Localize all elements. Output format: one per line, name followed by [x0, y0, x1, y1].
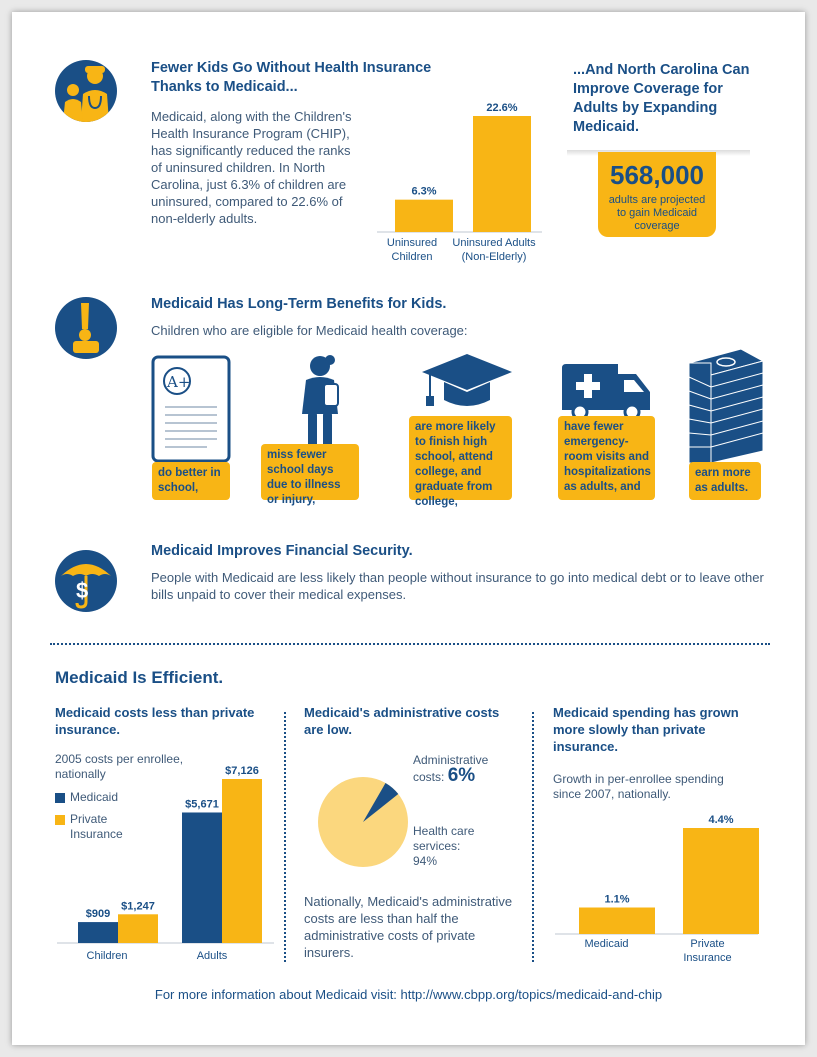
family-doctor-icon — [55, 60, 117, 122]
admin-costs-value: 6% — [447, 765, 476, 786]
sec1-bar-2 — [473, 116, 531, 232]
report-card-icon — [149, 355, 233, 470]
sec1-xtick-1: Uninsured Children — [386, 237, 438, 263]
col2-pie — [316, 775, 410, 869]
sec2-title: Medicaid Has Long-Term Benefits for Kids. — [151, 296, 447, 312]
benefit-text-5: earn more as adults. — [689, 462, 761, 500]
col3-bar-2 — [683, 828, 759, 934]
sec2-intro: Children who are eligible for Medicaid health coverage: — [151, 323, 468, 338]
col3-chart — [553, 802, 763, 942]
benefit-text-3: are more likely to finish high school, attend college, and graduate from college, — [409, 416, 512, 500]
sec4-title: Medicaid Is Efficient. — [55, 668, 224, 687]
fact-sheet-page — [12, 12, 805, 1045]
footer-text: For more information about Medicaid visit: http://www.cbpp.org/topics/medicaid-and-chip — [154, 987, 663, 1002]
sec1-xtick-2: Uninsured Adults (Non-Elderly) — [452, 237, 536, 263]
sec1-title: Fewer Kids Go Without Health Insurance Thanks to Medicaid... — [151, 60, 432, 95]
col3-title: Medicaid spending has grown more slowly than private insurance. — [553, 705, 739, 754]
benefit-text-4: have fewer emergency-room visits and hospitalizations as adults, and — [558, 416, 655, 500]
sec3-body: People with Medicaid are less likely than people without insurance to go into medical debt or to leave other bills unpaid to cover their medical expenses. — [151, 570, 764, 602]
nc-caption: adults are projected to gain Medicaid coverage — [608, 194, 706, 232]
svg-text:A+: A+ — [167, 373, 191, 391]
col1-bar-2-1 — [118, 914, 158, 943]
money-stack-icon — [687, 347, 765, 470]
raised-hand-icon — [55, 297, 117, 359]
col2-body: Nationally, Medicaid's administrative costs are less than half the administrative costs of private insurers. — [304, 894, 513, 960]
col3-subtitle: Growth in per-enrollee spending since 2007, nationally. — [553, 772, 724, 801]
col3-bar-label-1: 1.1% — [604, 893, 630, 906]
benefit-text-2: miss fewer school days due to illness or injury, — [261, 444, 359, 500]
benefit-text-1: do better in school, — [152, 462, 230, 500]
sec3-title: Medicaid Improves Financial Security. — [151, 543, 413, 559]
col1-bar-1-2 — [182, 812, 222, 943]
col3-xtick-1: Medicaid — [584, 938, 629, 950]
column-divider-1 — [284, 712, 286, 962]
sec1-body: Medicaid, along with the Children's Health Insurance Program (CHIP), has significantly reduced the ranks of uninsured children. In North Carolina, just 6.3% of children are uninsured, compared to 22.6% of non-elderly adults. — [151, 109, 352, 226]
col1-xtick-2: Adults — [196, 950, 228, 962]
legend-medicaid-label: Medicaid — [70, 790, 119, 804]
col1-bar-1-1 — [78, 922, 118, 943]
health-care-label: Health care services: 94% — [413, 824, 493, 869]
sec1-bar-1 — [395, 200, 453, 232]
sec1-bar-label-2: 22.6% — [486, 102, 518, 114]
sec1-bar-label-1: 6.3% — [411, 185, 437, 198]
sec1-chart — [367, 86, 547, 256]
col3-bar-1 — [579, 908, 655, 935]
nc-callout-title: ...And North Carolina Can Improve Coverage for Adults by Expanding Medicaid. — [573, 62, 750, 135]
nc-number: 568,000 — [610, 160, 704, 190]
col3-bar-label-2: 4.4% — [708, 814, 734, 826]
graduation-cap-icon — [420, 352, 514, 419]
nc-callout-box — [598, 152, 716, 237]
health-care-value: 94% — [413, 854, 438, 868]
col1-subtitle: 2005 costs per enrollee, nationally — [55, 752, 184, 781]
dollar-sign: $ — [76, 578, 89, 603]
col2-title: Medicaid's administrative costs are low. — [304, 705, 500, 737]
section-divider — [50, 643, 770, 645]
col1-bar-2-2 — [222, 779, 262, 943]
col1-bar-label-2-2: $7,126 — [225, 765, 259, 777]
col3-xtick-2: Private Insurance — [683, 938, 732, 964]
col1-bar-label-1-2: $5,671 — [185, 798, 219, 811]
legend-private-label: Private Insurance — [70, 812, 123, 841]
col1-bar-label-1-1: $909 — [85, 908, 111, 921]
col1-chart — [52, 752, 277, 952]
col1-bar-label-2-1: $1,247 — [121, 900, 155, 913]
col1-title: Medicaid costs less than private insurance. — [55, 705, 255, 737]
col1-xtick-1: Children — [86, 950, 128, 962]
admin-costs-label: Administrative costs: 6% — [413, 753, 489, 786]
column-divider-2 — [532, 712, 534, 962]
